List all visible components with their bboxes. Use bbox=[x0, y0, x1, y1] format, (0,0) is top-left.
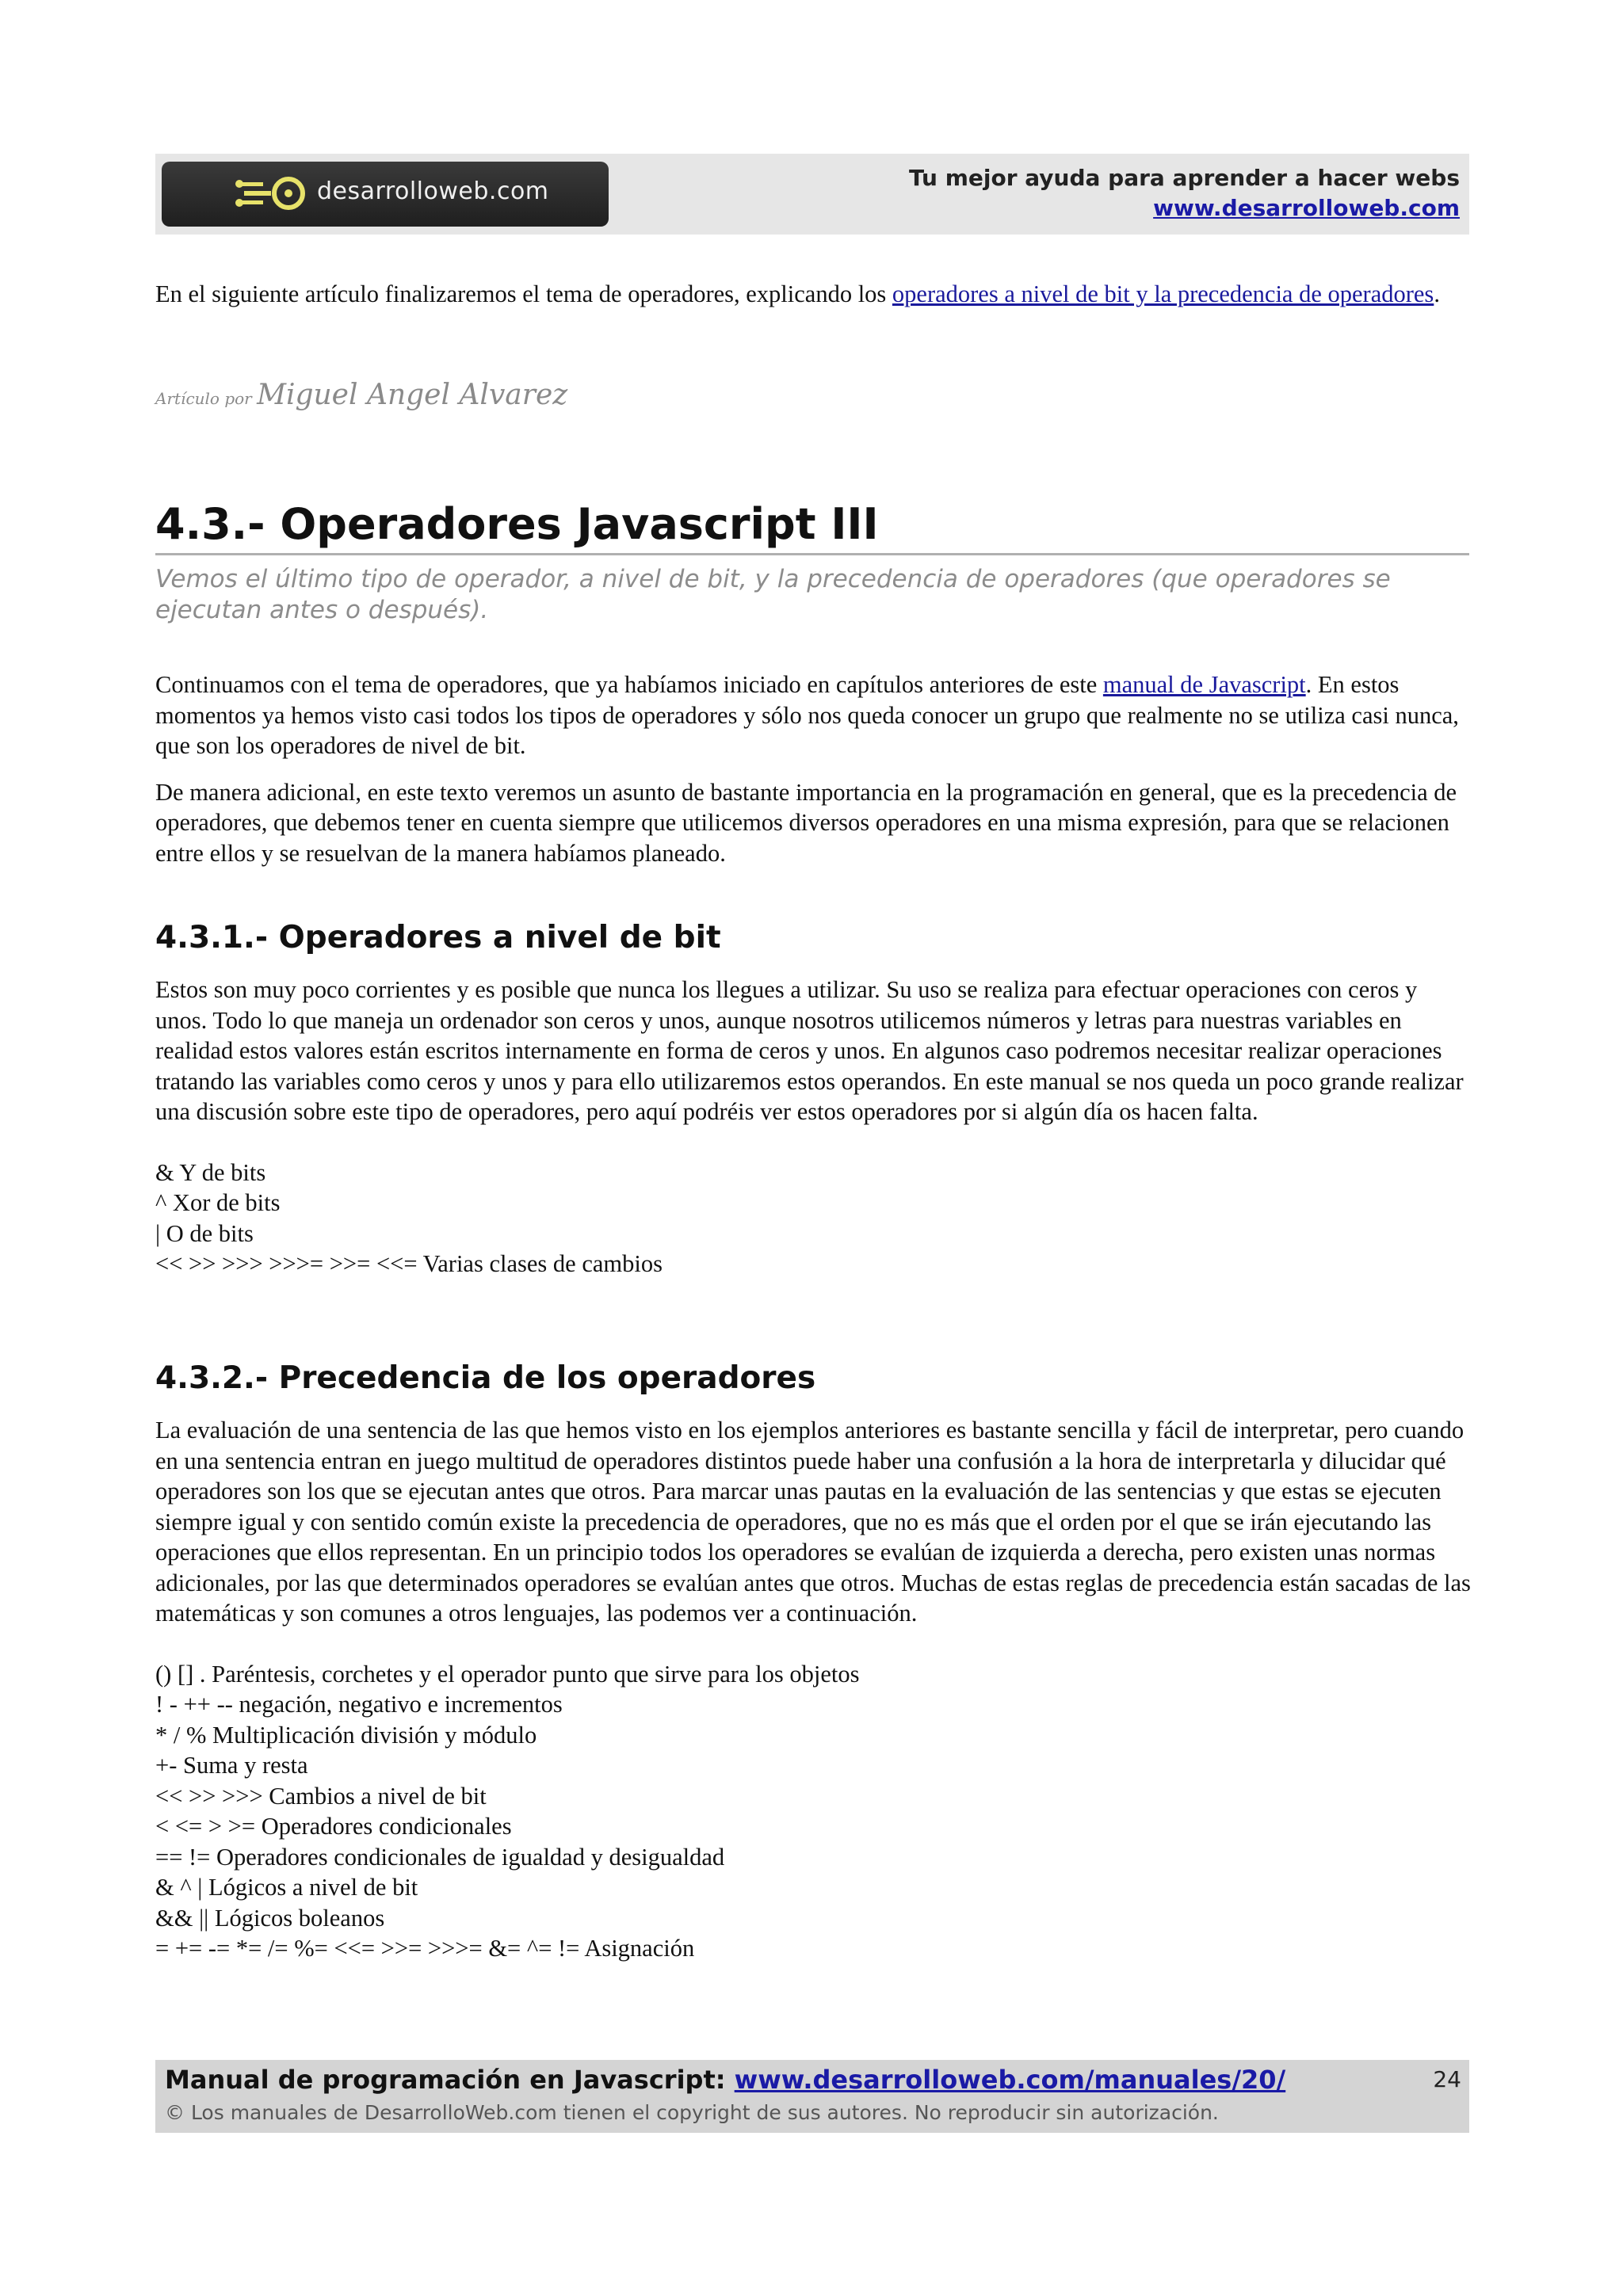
byline-prefix: Artículo por bbox=[155, 389, 258, 408]
precedence-line: == != Operadores condicionales de igualdad y desigualdad bbox=[155, 1843, 725, 1871]
section2-heading: 4.3.2.- Precedencia de los operadores bbox=[155, 1360, 816, 1396]
footer-title bbox=[165, 2065, 1285, 2095]
precedence-line: & ^ | Lógicos a nivel de bit bbox=[155, 1874, 418, 1901]
manual-link[interactable]: manual de Javascript bbox=[1102, 671, 1306, 698]
precedence-line: * / % Multiplicación división y módulo bbox=[155, 1721, 537, 1749]
precedence-line: +- Suma y resta bbox=[155, 1752, 308, 1779]
page-header bbox=[155, 154, 1469, 235]
article-title: 4.3.- Operadores Javascript III bbox=[155, 498, 1469, 555]
article-paragraph-1 bbox=[155, 669, 1471, 761]
logo-text: desarrolloweb.com bbox=[317, 177, 549, 205]
bit-operator-line: << >> >>> >>>= >>= <<= Varias clases de cambios bbox=[155, 1250, 663, 1277]
article-body bbox=[155, 669, 1471, 868]
bit-operators-list bbox=[155, 1158, 1471, 1280]
intro-text-end: . bbox=[1434, 280, 1440, 307]
section2-body bbox=[155, 1415, 1471, 1964]
header-tagline-block bbox=[909, 163, 1460, 223]
precedence-line: = += -= *= /= %= <<= >>= >>>= &= ^= != Asignación bbox=[155, 1935, 695, 1962]
header-tagline: Tu mejor ayuda para aprender a hacer webs bbox=[909, 165, 1460, 191]
header-site-link[interactable]: www.desarrolloweb.com bbox=[1153, 195, 1460, 221]
precedence-list bbox=[155, 1659, 1471, 1964]
bit-operator-line: | O de bits bbox=[155, 1219, 254, 1247]
p1-text: Continuamos con el tema de operadores, que ya habíamos iniciado en capítulos anteriores de este bbox=[155, 671, 1103, 698]
byline bbox=[155, 379, 567, 411]
p1-text-end: . En estos momentos ya hemos visto casi todos los tipos de operadores y sólo nos queda conocer un grupo que realmente no se utiliza casi nunca, que son los operadores de nivel de bit. bbox=[155, 671, 1459, 759]
page-number: 24 bbox=[1433, 2066, 1461, 2092]
precedence-line: () [] . Paréntesis, corchetes y el operador punto que sirve para los objetos bbox=[155, 1660, 860, 1688]
footer-copyright: © Los manuales de DesarrolloWeb.com tienen el copyright de sus autores. No reproducir sin autorización. bbox=[165, 2101, 1219, 2124]
section1-body bbox=[155, 974, 1471, 1280]
bit-operator-line: & Y de bits bbox=[155, 1158, 266, 1186]
precedence-line: ! - ++ -- negación, negativo e incrementos bbox=[155, 1691, 563, 1718]
logo-mark-icon bbox=[233, 173, 307, 214]
intro-link[interactable]: operadores a nivel de bit y la precedencia de operadores bbox=[892, 280, 1434, 307]
article-subtitle: Vemos el último tipo de operador, a nivel de bit, y la precedencia de operadores (que operadores se ejecutan antes o después). bbox=[155, 565, 1391, 624]
bit-operator-line: ^ Xor de bits bbox=[155, 1189, 281, 1216]
intro-text: En el siguiente artículo finalizaremos el tema de operadores, explicando los bbox=[155, 280, 892, 307]
byline-author: Miguel Angel Alvarez bbox=[257, 379, 568, 411]
precedence-line: << >> >>> Cambios a nivel de bit bbox=[155, 1782, 487, 1810]
site-logo[interactable] bbox=[162, 162, 609, 227]
page-footer bbox=[155, 2060, 1469, 2133]
precedence-line: < <= > >= Operadores condicionales bbox=[155, 1813, 512, 1840]
article-paragraph-2: De manera adicional, en este texto veremos un asunto de bastante importancia en la programación en general, que es la precedencia de operadores, que debemos tener en cuenta siempre que utilicemos diversos operadores en una misma expresión, para que se relacionen entre ellos y se resuelvan de la manera habíamos planeado. bbox=[155, 778, 1457, 867]
footer-title-text: Manual de programación en Javascript: bbox=[165, 2065, 735, 2095]
section1-paragraph: Estos son muy poco corrientes y es posible que nunca los llegues a utilizar. Su uso se realiza para efectuar operaciones con ceros y unos. Todo lo que maneja un ordenador son ceros y unos, aunque nosotros utilicemos números y letras para nuestras variables en realidad estos valores están escritos internamente en forma de ceros y unos. En algunos caso podremos necesitar realizar operaciones tratando las variables como ceros y unos y para ello utilizaremos estos operandos. En este manual se nos queda un poco grande realizar una discusión sobre este tipo de operadores, pero aquí podréis ver estos operadores por si algún día os hacen falta. bbox=[155, 976, 1464, 1125]
section2-paragraph: La evaluación de una sentencia de las que hemos visto en los ejemplos anteriores es bastante sencilla y fácil de interpretar, pero cuando en una sentencia entran en juego multitud de operadores distintos puede haber una confusión a la hora de interpretarla y dilucidar qué operadores son los que se ejecutan antes que otros. Para marcar unas pautas en la evaluación de las sentencias y que estas se ejecuten siempre igual y con sentido común existe la precedencia de operadores, que no es más que el orden por el que se irán ejecutando las operaciones que ellos representan. En un principio todos los operadores se evalúan de izquierda a derecha, pero existen unas normas adicionales, por las que determinados operadores se evalúan antes que otros. Muchas de estas reglas de precedencia están sacadas de las matemáticas y son comunes a otros lenguajes, las podemos ver a continuación. bbox=[155, 1417, 1471, 1627]
precedence-line: && || Lógicos boleanos bbox=[155, 1904, 385, 1932]
section1-heading: 4.3.1.- Operadores a nivel de bit bbox=[155, 920, 721, 955]
intro-paragraph bbox=[155, 279, 1471, 310]
footer-manual-link[interactable]: www.desarrolloweb.com/manuales/20/ bbox=[734, 2065, 1286, 2095]
